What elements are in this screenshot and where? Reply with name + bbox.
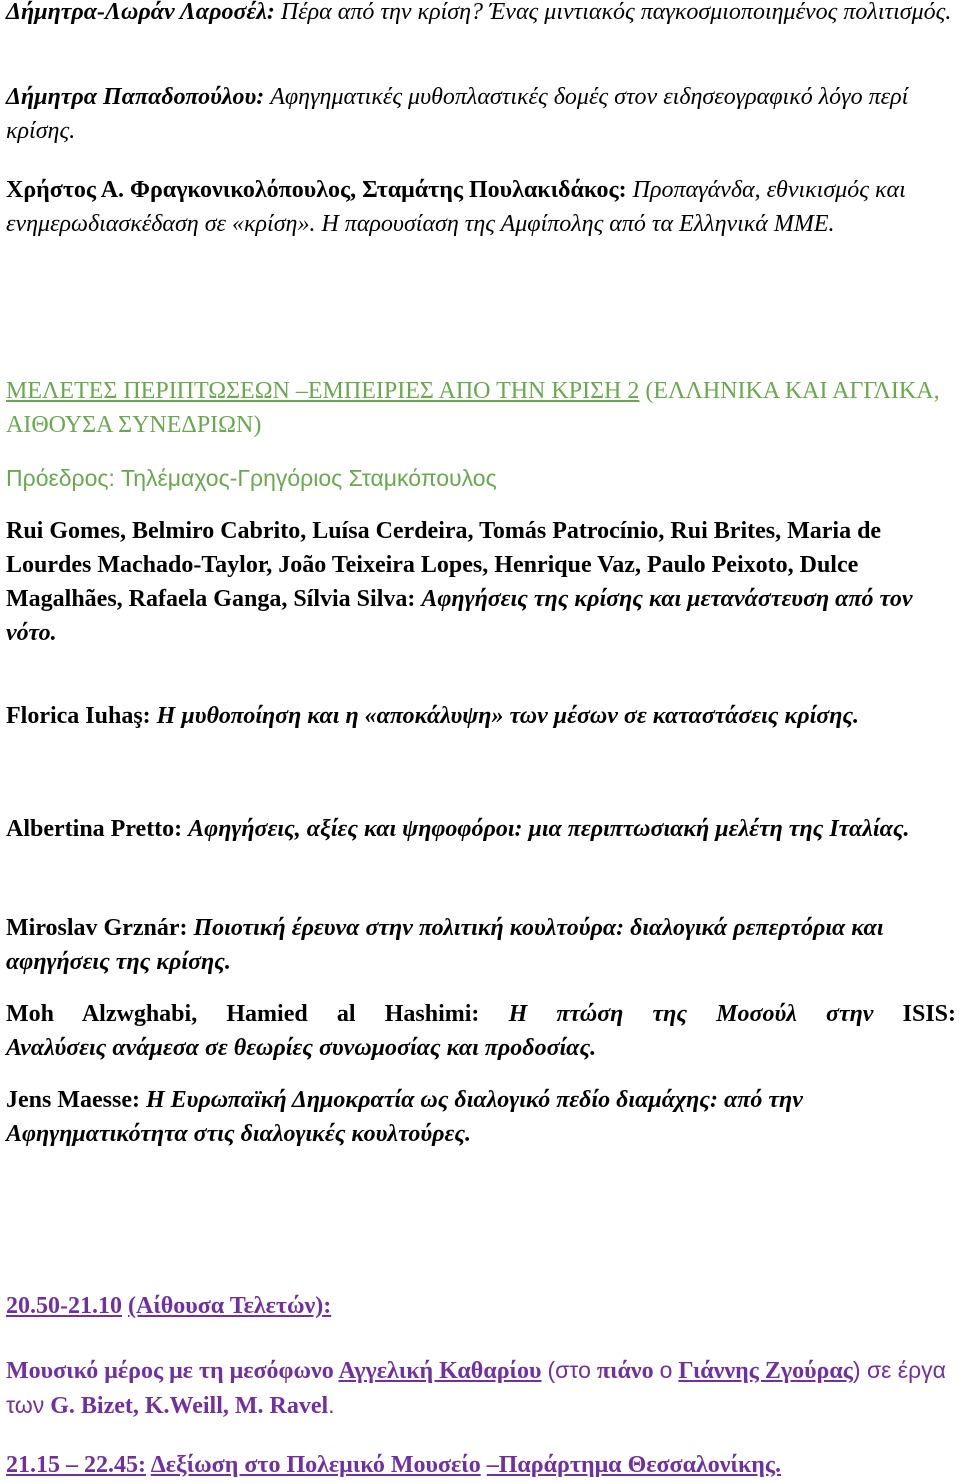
paper-entry [6,699,956,733]
music-text: . [328,1392,335,1418]
paper-title: Αφηγήσεις, αξίες και ψηφοφόροι: μια περιπτωσιακή μελέτη της Ιταλίας. [188,816,910,842]
paper-authors: Albertina Pretto: [6,816,183,842]
paper-title-cont: Αναλύσεις ανάμεσα σε θεωρίες συνωμοσίας και προδοσίας. [6,1035,597,1061]
paper-authors: Moh Alzwghabi, Hamied al Hashimi: [6,1001,480,1027]
music-text: ) σε έργα των [6,1357,946,1418]
music-line: Μουσικό μέρος με τη μεσόφωνο [6,1358,334,1384]
paper-title: Προπαγάνδα, εθνικισμός και ενημερωδιασκέδαση σε «κρίση». Η παρουσίαση της Αμφίπολης από τα Ελληνικά ΜΜΕ. [6,177,906,237]
singer-name: Αγγελική Καθαρίου [338,1358,542,1384]
paper-title: Η πτώση της Μοσούλ στην [508,1001,874,1027]
paper-entry [6,173,956,241]
paper-authors: Florica Iuhaş: [6,703,151,729]
music-time-value: 20.50-21.10 [6,1293,122,1319]
pianist-name: Γιάννης Ζγούρας [678,1358,853,1384]
music-text: πιάνο [596,1358,654,1384]
paper-entry [6,997,956,1065]
music-time [6,1289,956,1323]
paper-entry [6,911,956,979]
music-text: (στο [547,1357,591,1383]
music-text: ο [659,1357,673,1383]
music-program [6,1353,956,1423]
paper-authors: Miroslav Grznár: [6,915,188,941]
paper-title: Αφηγήσεις της κρίσης και μετανάστευση από τον νότο. [6,586,913,646]
paper-title: Πέρα από την κρίση? Ένας μιντιακός παγκοσμιοποιημένος πολιτισμός. [280,0,952,25]
paper-entry [6,1083,956,1151]
session-chair [6,461,956,495]
paper-title-isis: ISIS: [902,1001,957,1027]
paper-authors: Jens Maesse: [6,1087,140,1113]
paper-title: Η μυθοποίηση και η «αποκάλυψη» των μέσων σε καταστάσεις κρίσης. [156,703,860,729]
reception-text: Δεξίωση στο Πολεμικό Μουσείο [150,1452,481,1478]
reception [6,1448,956,1482]
paper-entry [6,812,956,846]
music-place: (Αίθουσα Τελετών): [128,1293,332,1319]
paper-authors: Χρήστος Α. Φραγκονικολόπουλος, Σταμάτης Πουλακιδάκος: [6,177,627,203]
paper-authors: Δήμητρα Παπαδοπούλου: [6,84,265,110]
chair-label: Πρόεδρος: Τηλέμαχος-Γρηγόριος Σταμκόπουλος [6,465,497,491]
session-title-rest: (ΕΛΛΗΝΙΚΑ ΚΑΙ ΑΓΓΛΙΚΑ, ΑΙΘΟΥΣΑ ΣΥΝΕΔΡΙΩΝ) [6,378,940,438]
reception-branch: –Παράρτημα Θεσσαλονίκης. [486,1452,782,1478]
reception-time: 21.15 – 22.45: [6,1452,146,1478]
session-heading [6,374,956,442]
paper-authors: Rui Gomes, Belmiro Cabrito, Luísa Cerdeira, Tomás Patrocínio, Rui Brites, Maria de Lourdes Machado-Taylor, João Teixeira Lopes, Henrique Vaz, Paulo Peixoto, Dulce Magalhães, Rafaela Ganga, Sílvia Silva: [6,518,882,612]
paper-entry [6,0,956,29]
paper-title: Ποιοτική έρευνα στην πολιτική κουλτούρα: διαλογικά ρεπερτόρια και αφηγήσεις της κρίσης. [6,915,884,975]
paper-title: Αφηγηματικές μυθοπλαστικές δομές στον ειδησεογραφικό λόγο περί κρίσης. [6,84,909,144]
paper-title: Η Ευρωπαϊκή Δημοκρατία ως διαλογικό πεδίο διαμάχης: από την Αφηγηματικότητα στις διαλογικές κουλτούρες. [6,1087,803,1147]
paper-entry [6,514,956,650]
paper-authors: Δήμητρα-Λωράν Λαροσέλ: [6,0,275,25]
session-title: ΜΕΛΕΤΕΣ ΠΕΡΙΠΤΩΣΕΩΝ –ΕΜΠΕΙΡΙΕΣ ΑΠΟ ΤΗΝ ΚΡΙΣΗ 2 [6,378,640,404]
paper-entry [6,80,956,148]
composers: G. Bizet, K.Weill, M. Ravel [50,1393,329,1419]
